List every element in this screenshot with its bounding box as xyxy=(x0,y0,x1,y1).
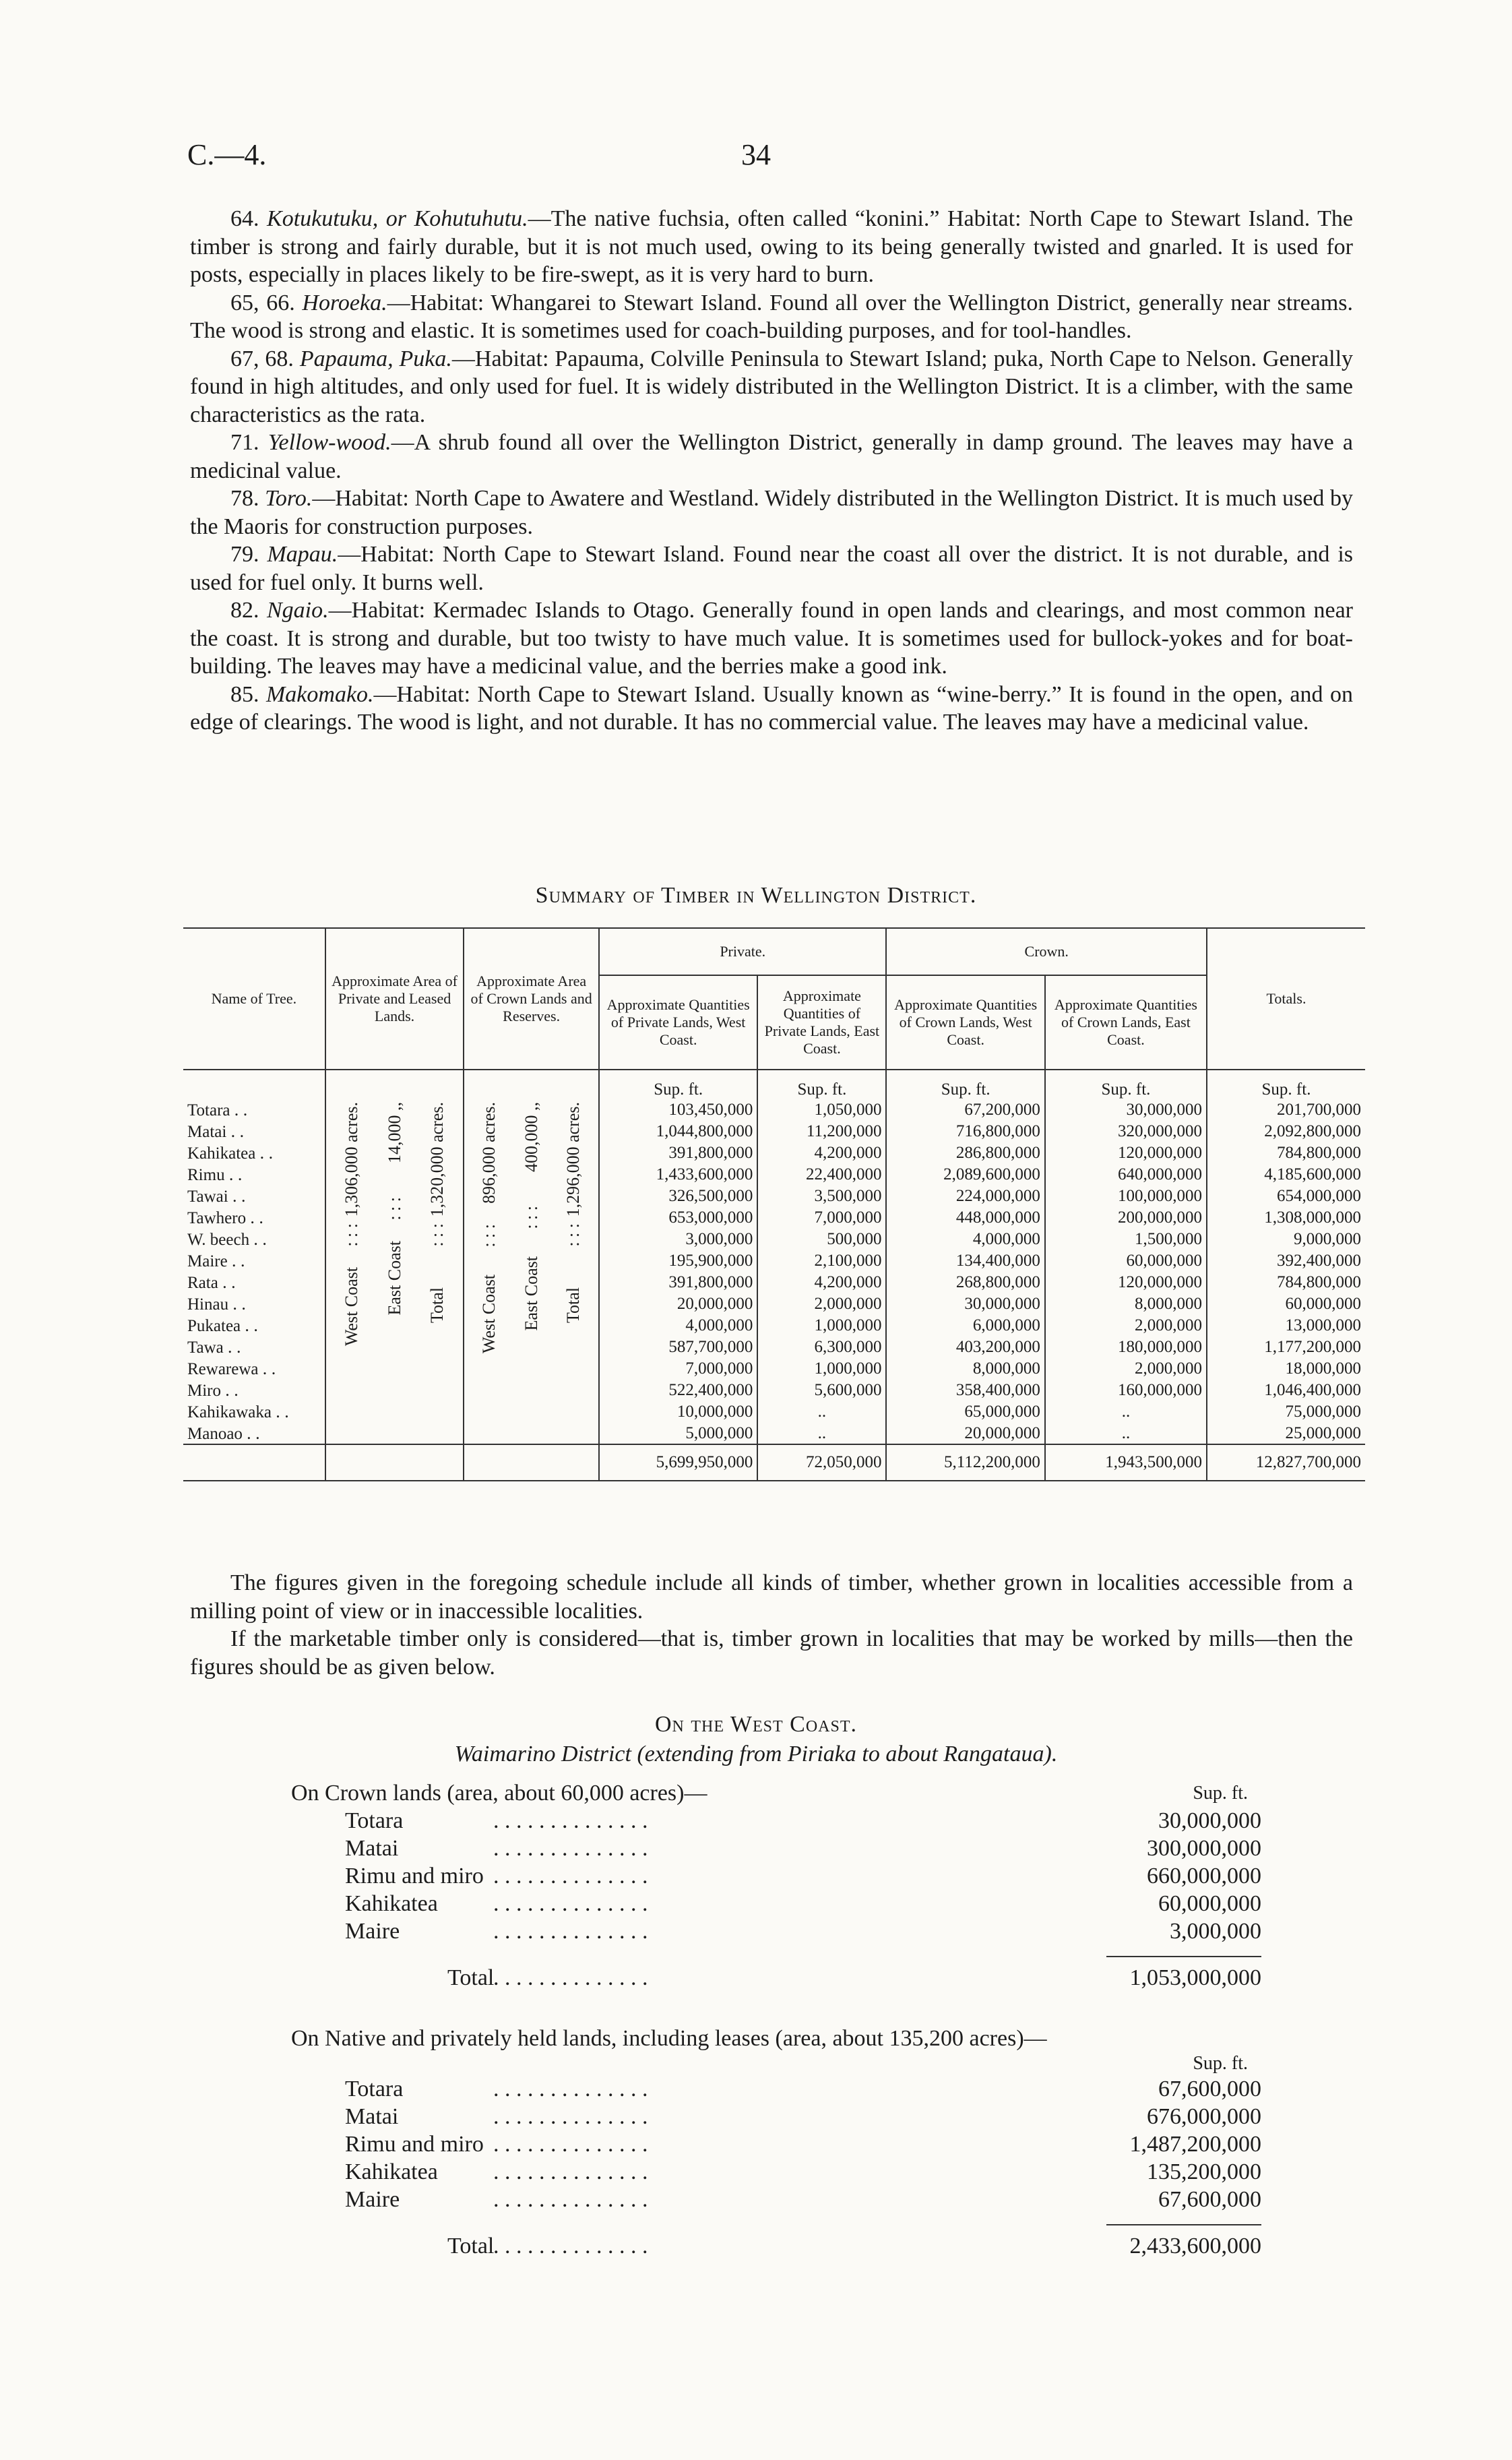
cell-ce: 60,000,000 xyxy=(1045,1250,1207,1272)
cell-ce: 1,500,000 xyxy=(1045,1229,1207,1250)
cell-pe: 1,000,000 xyxy=(757,1358,886,1380)
cell-total: 75,000,000 xyxy=(1207,1401,1365,1423)
crown-lands-section: On Crown lands (area, about 60,000 acres)— Sup. ft. Totara . . . . . . . . . . . . . . 30,000,000 Matai . . . . . . . . . . . . . . 300,000,000 Rimu and miro . . . . . . . . . . . . . . 660,000,000 Kahikatea . . . . . . . . . . . . . . 60,000,000 Maire . . . . . . . . . . . . . . 3,000,000 Total . . . . . . . . . . . . . . 1,053,000,000 xyxy=(291,1781,1261,1990)
tree-name: Hinau . . xyxy=(187,1294,246,1314)
cell-cw: 286,800,000 xyxy=(886,1142,1044,1164)
cell-pw: 195,900,000 xyxy=(599,1250,757,1272)
native-lands-section: On Native and privately held lands, including leases (area, about 135,200 acres)— Sup. ft. Totara . . . . . . . . . . . . . . 67,600,000 Matai . . . . . . . . . . . . . . 676,000,000 Rimu and miro . . . . . . . . . . . . . . 1,487,200,000 Kahikatea . . . . . . . . . . . . . . 135,200,000 Maire . . . . . . . . . . . . . . 67,600,000 Total . . . . . . . . . . . . . . 2,433,600,000 xyxy=(291,2026,1261,2258)
total-label: Total xyxy=(447,1965,495,1990)
cell-pe: 1,000,000 xyxy=(757,1315,886,1336)
cell-pw: 1,044,800,000 xyxy=(599,1121,757,1142)
cell-cw: 2,089,600,000 xyxy=(886,1164,1044,1186)
cell-ce: 180,000,000 xyxy=(1045,1336,1207,1358)
summary-title: Summary of Timber in Wellington District. xyxy=(535,883,977,908)
cell-pe: 1,050,000 xyxy=(757,1099,886,1121)
col-crown-west: Approximate Quantities of Crown Lands, West Coast. xyxy=(886,975,1044,1070)
cell-cw: 4,000,000 xyxy=(886,1229,1044,1250)
cell-ce: 200,000,000 xyxy=(1045,1207,1207,1229)
cell-total: 392,400,000 xyxy=(1207,1250,1365,1272)
list-item: Matai . . . . . . . . . . . . . . 300,000,000 xyxy=(345,1836,1261,1861)
unit-label: Sup. ft. xyxy=(1193,1783,1248,1804)
tree-name: Manoao . . xyxy=(187,1423,260,1443)
cell-total: 60,000,000 xyxy=(1207,1293,1365,1315)
col-private-east: Approximate Quantities of Private Lands, East Coast. xyxy=(757,975,886,1070)
cell-pw: 391,800,000 xyxy=(599,1142,757,1164)
cell-cw: 134,400,000 xyxy=(886,1250,1044,1272)
item-name: Kahikatea xyxy=(345,1891,438,1916)
total-crown-west: 5,112,200,000 xyxy=(886,1444,1044,1481)
cell-cw: 67,200,000 xyxy=(886,1099,1044,1121)
cell-total: 1,046,400,000 xyxy=(1207,1380,1365,1401)
cell-total: 784,800,000 xyxy=(1207,1272,1365,1293)
cell-total: 18,000,000 xyxy=(1207,1358,1365,1380)
item-value: 1,487,200,000 xyxy=(1129,2132,1261,2157)
page-header xyxy=(0,137,1512,178)
unit-label: Sup. ft. xyxy=(1193,2053,1248,2074)
item-name: Rimu and miro xyxy=(345,2132,484,2157)
tree-name: Maire . . xyxy=(187,1251,245,1270)
tree-descriptions xyxy=(190,205,1353,737)
cell-cw: 65,000,000 xyxy=(886,1401,1044,1423)
unit-label: Sup. ft. xyxy=(757,1070,886,1099)
tree-name: Rewarewa . . xyxy=(187,1359,276,1378)
cell-pw: 391,800,000 xyxy=(599,1272,757,1293)
cell-pw: 10,000,000 xyxy=(599,1401,757,1423)
tree-name: Rata . . xyxy=(187,1272,236,1292)
paragraph: 78. Toro.—Habitat: North Cape to Awatere and Westland. Widely distributed in the Wellington District. It is much used by the Maoris for construction purposes. xyxy=(190,486,1353,539)
cell-ce: 100,000,000 xyxy=(1045,1186,1207,1207)
cell-cw: 30,000,000 xyxy=(886,1293,1044,1315)
tree-name: Totara . . xyxy=(187,1100,248,1119)
item-name: Maire xyxy=(345,1919,400,1944)
district-subheading: Waimarino District (extending from Piriaka to about Rangataua). xyxy=(454,1742,1058,1766)
cell-ce: 320,000,000 xyxy=(1045,1121,1207,1142)
list-item: Totara . . . . . . . . . . . . . . 67,600,000 xyxy=(345,2077,1261,2101)
page-number: 34 xyxy=(741,138,771,171)
paragraph: 82. Ngaio.—Habitat: Kermadec Islands to Otago. Generally found in open lands and clearings, and most common near the coast. It is strong and durable, but too twisty to have much value. It is sometimes used for bullock-yokes and for boat-building. The leaves may have a medicinal value, and the berries make a good ink. xyxy=(190,598,1354,679)
cell-pw: 103,450,000 xyxy=(599,1099,757,1121)
west-coast-heading: On the West Coast. xyxy=(654,1712,858,1737)
after-table-text xyxy=(190,1569,1353,1681)
summary-table xyxy=(183,927,1365,1481)
cell-pw: 587,700,000 xyxy=(599,1336,757,1358)
paragraph: 64. Kotukutuku, or Kohutuhutu.—The native fuchsia, often called “konini.” Habitat: North Cape to Stewart Island. The timber is strong and fairly durable, but it is not much used, owing to its being generally twisted and gnarled. It is used for posts, especially in places likely to be fire-swept, as it is very hard to burn. xyxy=(190,206,1353,287)
cell-pe: 3,500,000 xyxy=(757,1186,886,1207)
cell-pe: 22,400,000 xyxy=(757,1164,886,1186)
cell-ce: 30,000,000 xyxy=(1045,1099,1207,1121)
list-item: Kahikatea . . . . . . . . . . . . . . 60,000,000 xyxy=(345,1891,1261,1916)
cell-cw: 716,800,000 xyxy=(886,1121,1044,1142)
cell-total: 1,308,000,000 xyxy=(1207,1207,1365,1229)
item-name: Matai xyxy=(345,2104,399,2129)
col-private: Private. xyxy=(599,928,887,975)
cell-ce: 8,000,000 xyxy=(1045,1293,1207,1315)
item-value: 300,000,000 xyxy=(1147,1836,1261,1861)
paragraph: If the marketable timber only is considered—that is, timber grown in localities that may be worked by mills—then the figures should be as given below. xyxy=(190,1626,1353,1680)
cell-pw: 653,000,000 xyxy=(599,1207,757,1229)
cell-ce: .. xyxy=(1045,1401,1207,1423)
crown-total: 1,053,000,000 xyxy=(1129,1965,1261,1990)
cell-pe: 2,000,000 xyxy=(757,1293,886,1315)
item-name: Kahikatea xyxy=(345,2159,438,2184)
item-name: Matai xyxy=(345,1836,399,1861)
cell-pw: 522,400,000 xyxy=(599,1380,757,1401)
cell-ce: 120,000,000 xyxy=(1045,1142,1207,1164)
cell-pe: 4,200,000 xyxy=(757,1142,886,1164)
item-name: Maire xyxy=(345,2187,400,2212)
cell-total: 4,185,600,000 xyxy=(1207,1164,1365,1186)
tree-name: Pukatea . . xyxy=(187,1316,258,1335)
cell-cw: 6,000,000 xyxy=(886,1315,1044,1336)
item-value: 60,000,000 xyxy=(1158,1891,1261,1916)
cell-ce: 640,000,000 xyxy=(1045,1164,1207,1186)
item-value: 67,600,000 xyxy=(1158,2187,1261,2212)
list-item: Rimu and miro . . . . . . . . . . . . . . 1,487,200,000 xyxy=(345,2132,1261,2157)
cell-pw: 1,433,600,000 xyxy=(599,1164,757,1186)
native-lands-label: On Native and privately held lands, including leases (area, about 135,200 acres)— xyxy=(291,2026,1047,2051)
tree-name: Kahikatea . . xyxy=(187,1143,274,1163)
item-value: 3,000,000 xyxy=(1170,1919,1261,1944)
paragraph: 79. Mapau.—Habitat: North Cape to Stewart Island. Found near the coast all over the district. It is not durable, and is used for fuel only. It burns well. xyxy=(190,542,1353,595)
cell-pe: .. xyxy=(757,1401,886,1423)
cell-cw: 224,000,000 xyxy=(886,1186,1044,1207)
total-private-west: 5,699,950,000 xyxy=(599,1444,757,1481)
crown-area-cell: 896,000 acres. : : : West Coast 400,000 ,, : : : East Coast 1,296,000 acres. : : : Total xyxy=(464,1099,599,1444)
unit-label: Sup. ft. xyxy=(886,1070,1044,1099)
cell-total: 13,000,000 xyxy=(1207,1315,1365,1336)
cell-pe: 5,600,000 xyxy=(757,1380,886,1401)
item-value: 30,000,000 xyxy=(1158,1808,1261,1833)
cell-ce: 160,000,000 xyxy=(1045,1380,1207,1401)
item-value: 135,200,000 xyxy=(1147,2159,1261,2184)
cell-total: 2,092,800,000 xyxy=(1207,1121,1365,1142)
document-code: C.—4. xyxy=(187,138,267,171)
col-private-west: Approximate Quantities of Private Lands, West Coast. xyxy=(599,975,757,1070)
tree-name: Kahikawaka . . xyxy=(187,1402,289,1421)
cell-pw: 326,500,000 xyxy=(599,1186,757,1207)
cell-pe: 11,200,000 xyxy=(757,1121,886,1142)
cell-cw: 268,800,000 xyxy=(886,1272,1044,1293)
total-private-east: 72,050,000 xyxy=(757,1444,886,1481)
cell-pe: 2,100,000 xyxy=(757,1250,886,1272)
item-name: Totara xyxy=(345,2077,404,2101)
list-item: Rimu and miro . . . . . . . . . . . . . . 660,000,000 xyxy=(345,1864,1261,1888)
native-total: 2,433,600,000 xyxy=(1129,2234,1261,2258)
cell-total: 25,000,000 xyxy=(1207,1423,1365,1444)
cell-total: 9,000,000 xyxy=(1207,1229,1365,1250)
cell-total: 201,700,000 xyxy=(1207,1099,1365,1121)
list-item: Maire . . . . . . . . . . . . . . 67,600,000 xyxy=(345,2187,1261,2212)
tree-name: W. beech . . xyxy=(187,1229,267,1249)
tree-name: Miro . . xyxy=(187,1380,239,1400)
item-name: Totara xyxy=(345,1808,404,1833)
unit-label: Sup. ft. xyxy=(1045,1070,1207,1099)
cell-cw: 8,000,000 xyxy=(886,1358,1044,1380)
col-name: Name of Tree. xyxy=(211,990,297,1007)
list-item: Maire . . . . . . . . . . . . . . 3,000,000 xyxy=(345,1919,1261,1944)
item-value: 67,600,000 xyxy=(1158,2077,1261,2101)
cell-ce: 2,000,000 xyxy=(1045,1358,1207,1380)
paragraph: 65, 66. Horoeka.—Habitat: Whangarei to Stewart Island. Found all over the Wellington District, generally near streams. The wood is strong and elastic. It is sometimes used for coach-building purposes, and for tool-handles. xyxy=(190,290,1353,343)
paragraph: 71. Yellow-wood.—A shrub found all over the Wellington District, generally in damp ground. The leaves may have a medicinal value. xyxy=(190,430,1353,483)
cell-pe: 4,200,000 xyxy=(757,1272,886,1293)
grand-total: 12,827,700,000 xyxy=(1207,1444,1365,1481)
col-crown: Crown. xyxy=(886,928,1207,975)
paragraph: 85. Makomako.—Habitat: North Cape to Stewart Island. Usually known as “wine-berry.” It is found in the open, and on edge of clearings. The wood is light, and not durable. It has no commercial value. The leaves may have a medicinal value. xyxy=(190,681,1353,735)
cell-cw: 448,000,000 xyxy=(886,1207,1044,1229)
list-item: Totara . . . . . . . . . . . . . . 30,000,000 xyxy=(345,1808,1261,1833)
cell-total: 654,000,000 xyxy=(1207,1186,1365,1207)
cell-cw: 20,000,000 xyxy=(886,1423,1044,1444)
col-crown-area: Approximate Area of Crown Lands and Reserves. xyxy=(464,928,599,1070)
cell-pw: 20,000,000 xyxy=(599,1293,757,1315)
item-value: 676,000,000 xyxy=(1147,2104,1261,2129)
unit-label: Sup. ft. xyxy=(1207,1070,1365,1099)
unit-label: Sup. ft. xyxy=(599,1070,757,1099)
cell-pw: 7,000,000 xyxy=(599,1358,757,1380)
col-totals: Totals. xyxy=(1207,928,1365,1070)
col-private-area: Approximate Area of Private and Leased Lands. xyxy=(325,928,464,1070)
tree-name: Matai . . xyxy=(187,1121,245,1141)
cell-total: 1,177,200,000 xyxy=(1207,1336,1365,1358)
cell-pw: 5,000,000 xyxy=(599,1423,757,1444)
private-area-cell: 1,306,000 acres. : : : West Coast 14,000 ,, : : : East Coast 1,320,000 acres. : : : Total xyxy=(325,1099,464,1444)
total-crown-east: 1,943,500,000 xyxy=(1045,1444,1207,1481)
cell-cw: 403,200,000 xyxy=(886,1336,1044,1358)
tree-name: Tawhero . . xyxy=(187,1208,263,1227)
cell-pe: 500,000 xyxy=(757,1229,886,1250)
tree-name: Tawai . . xyxy=(187,1186,246,1206)
list-item: Kahikatea . . . . . . . . . . . . . . 135,200,000 xyxy=(345,2159,1261,2184)
tree-name: Tawa . . xyxy=(187,1337,241,1357)
tree-name: Rimu . . xyxy=(187,1165,243,1184)
cell-ce: .. xyxy=(1045,1423,1207,1444)
paragraph: 67, 68. Papauma, Puka.—Habitat: Papauma, Colville Peninsula to Stewart Island; puka, North Cape to Nelson. Generally found in high altitudes, and only used for fuel. It is widely distributed in the Wellington District. It is a climber, with the same characteristics as the rata. xyxy=(190,346,1354,427)
cell-ce: 120,000,000 xyxy=(1045,1272,1207,1293)
cell-pe: 6,300,000 xyxy=(757,1336,886,1358)
list-item: Matai . . . . . . . . . . . . . . 676,000,000 xyxy=(345,2104,1261,2129)
table-row xyxy=(183,1099,1365,1121)
cell-pe: .. xyxy=(757,1423,886,1444)
paragraph: The figures given in the foregoing schedule include all kinds of timber, whether grown in localities accessible from a milling point of view or in inaccessible localities. xyxy=(190,1570,1353,1624)
cell-pw: 3,000,000 xyxy=(599,1229,757,1250)
total-label: Total xyxy=(447,2234,495,2258)
cell-pe: 7,000,000 xyxy=(757,1207,886,1229)
item-name: Rimu and miro xyxy=(345,1864,484,1888)
cell-pw: 4,000,000 xyxy=(599,1315,757,1336)
col-crown-east: Approximate Quantities of Crown Lands, East Coast. xyxy=(1045,975,1207,1070)
cell-total: 784,800,000 xyxy=(1207,1142,1365,1164)
item-value: 660,000,000 xyxy=(1147,1864,1261,1888)
crown-lands-label: On Crown lands (area, about 60,000 acres)— xyxy=(291,1781,707,1806)
cell-cw: 358,400,000 xyxy=(886,1380,1044,1401)
cell-ce: 2,000,000 xyxy=(1045,1315,1207,1336)
